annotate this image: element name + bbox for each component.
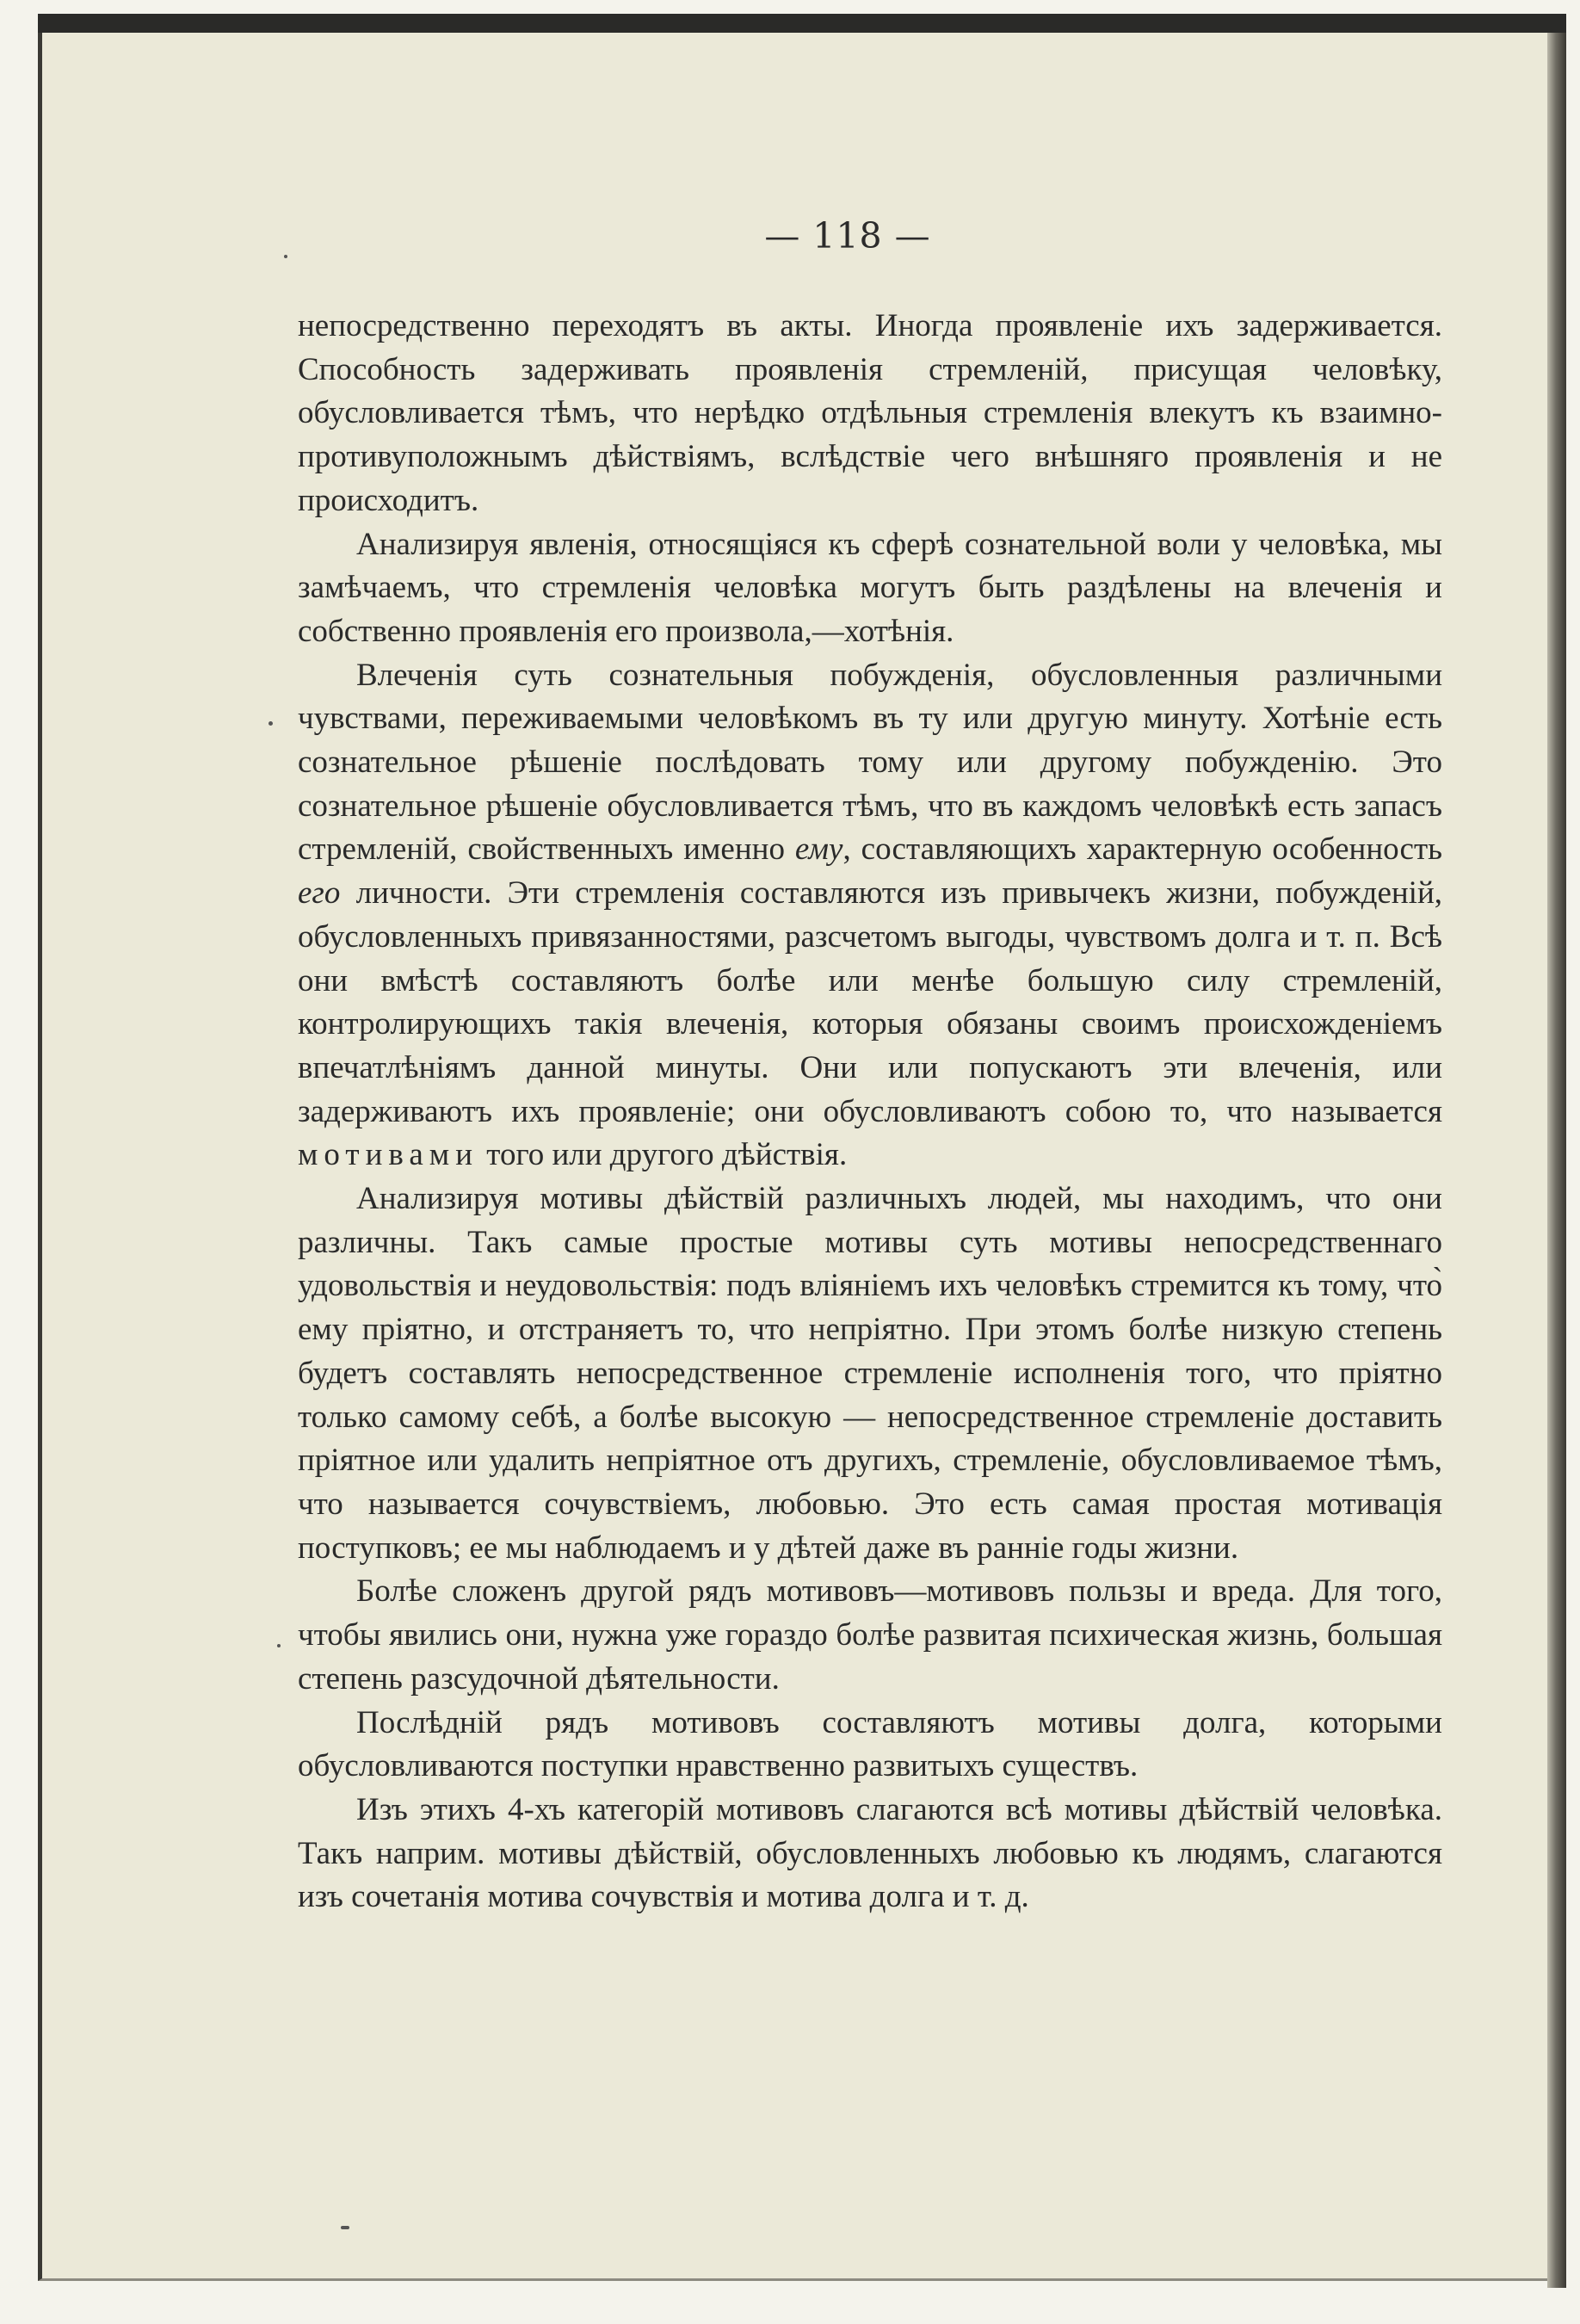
ink-speck [341, 2226, 349, 2229]
paragraph-7: Изъ этихъ 4-хъ категорій мотивовъ слагаются всѣ мотивы дѣйствій человѣка. Такъ наприм. мотивы дѣйствій, обусловленныхъ любовью къ людямъ, слагаются изъ сочетанія мотива сочувствія и мотива долга и т. д. [298, 1791, 1442, 1915]
emphasis-ego: его [298, 875, 341, 912]
paragraph-3-part-a: Влеченія суть сознательныя побужденія, обусловленныя различными чувствами, переживаемыми человѣкомъ въ ту или другую минуту. Хотѣніе есть сознательное рѣшеніе послѣдовать тому или другому побужденію. Это сознательное рѣшеніе обусловливается тѣмъ, что въ каждомъ человѣкѣ есть запасъ стремленій, свойственныхъ именно [298, 657, 1442, 868]
page-number: — 118 — [764, 215, 931, 257]
body-text [298, 305, 1442, 1919]
paragraph-3-part-d: того или другого дѣйствія. [478, 1137, 848, 1173]
ink-speck [268, 721, 273, 726]
paragraph-6: Послѣдній рядъ мотивовъ составляютъ мотивы долга, которыми обусловливаются поступки нравственно развитыхъ существъ. [298, 1704, 1442, 1784]
paragraph-2: Анализируя явленія, относящіяся къ сферѣ сознательной воли у человѣка, мы замѣчаемъ, что стремленія человѣка могутъ быть раздѣлены на влеченія и собственно проявленія его произвола,—хотѣнія. [298, 526, 1442, 649]
spaced-term-motivami: мотивами [298, 1137, 479, 1173]
paragraph-3-part-c: личности. Эти стремленія составляются изъ привычекъ жизни, побужденій, обусловленныхъ привязанностями, разсчетомъ выгоды, чувствомъ долга и т. п. Всѣ они вмѣстѣ составляютъ болѣе или менѣе большую силу стремленій, контролирующихъ такія влеченія, которыя обязаны своимъ происхожденіемъ впечатлѣніямъ данной минуты. Они или попускаютъ эти влеченія, или задерживаютъ ихъ проявленіе; они обусловливаютъ собою то, что называется [298, 875, 1442, 1129]
paragraph-4: Анализируя мотивы дѣйствій различныхъ людей, мы находимъ, что они различны. Такъ самые простые мотивы суть мотивы непосредственнаго удовольствія и неудовольствія: подъ вліяніемъ ихъ человѣкъ стремится къ тому, что̀ ему пріятно, и отстраняетъ то, что непріятно. При этомъ болѣе низкую степень будетъ составлять непосредственное стремленіе исполненія того, что пріятно только самому себѣ, а болѣе высокую — непосредственное стремленіе доставить пріятное или удалить непріятное отъ другихъ, стремленіе, обусловливаемое тѣмъ, что называется сочувствіемъ, любовью. Это есть самая простая мотивація поступковъ; ее мы наблюдаемъ и у дѣтей даже въ ранніе годы жизни. [298, 1181, 1442, 1566]
scan-top-border [38, 14, 1566, 33]
emphasis-emu: ему [794, 831, 843, 868]
paragraph-3 [298, 654, 1442, 1177]
ink-speck [284, 255, 287, 258]
ink-speck [277, 1644, 281, 1647]
paragraph-1: непосредственно переходятъ въ акты. Иногда проявленіе ихъ задерживается. Способность задерживать проявленія стремленій, присущая человѣку, обусловливается тѣмъ, что нерѣдко отдѣльныя стремленія влекутъ къ взаимно-противуположнымъ дѣйствіямъ, вслѣдствіе чего внѣшняго проявленія и не происходитъ. [298, 308, 1442, 518]
book-spine-shadow [1547, 33, 1566, 2288]
paragraph-5: Болѣе сложенъ другой рядъ мотивовъ—мотивовъ пользы и вреда. Для того, чтобы явились они, нужна уже гораздо болѣе развитая психическая жизнь, большая степень разсудочной дѣятельности. [298, 1573, 1442, 1697]
paragraph-3-part-b: , составляющихъ характерную особенность [842, 831, 1443, 868]
